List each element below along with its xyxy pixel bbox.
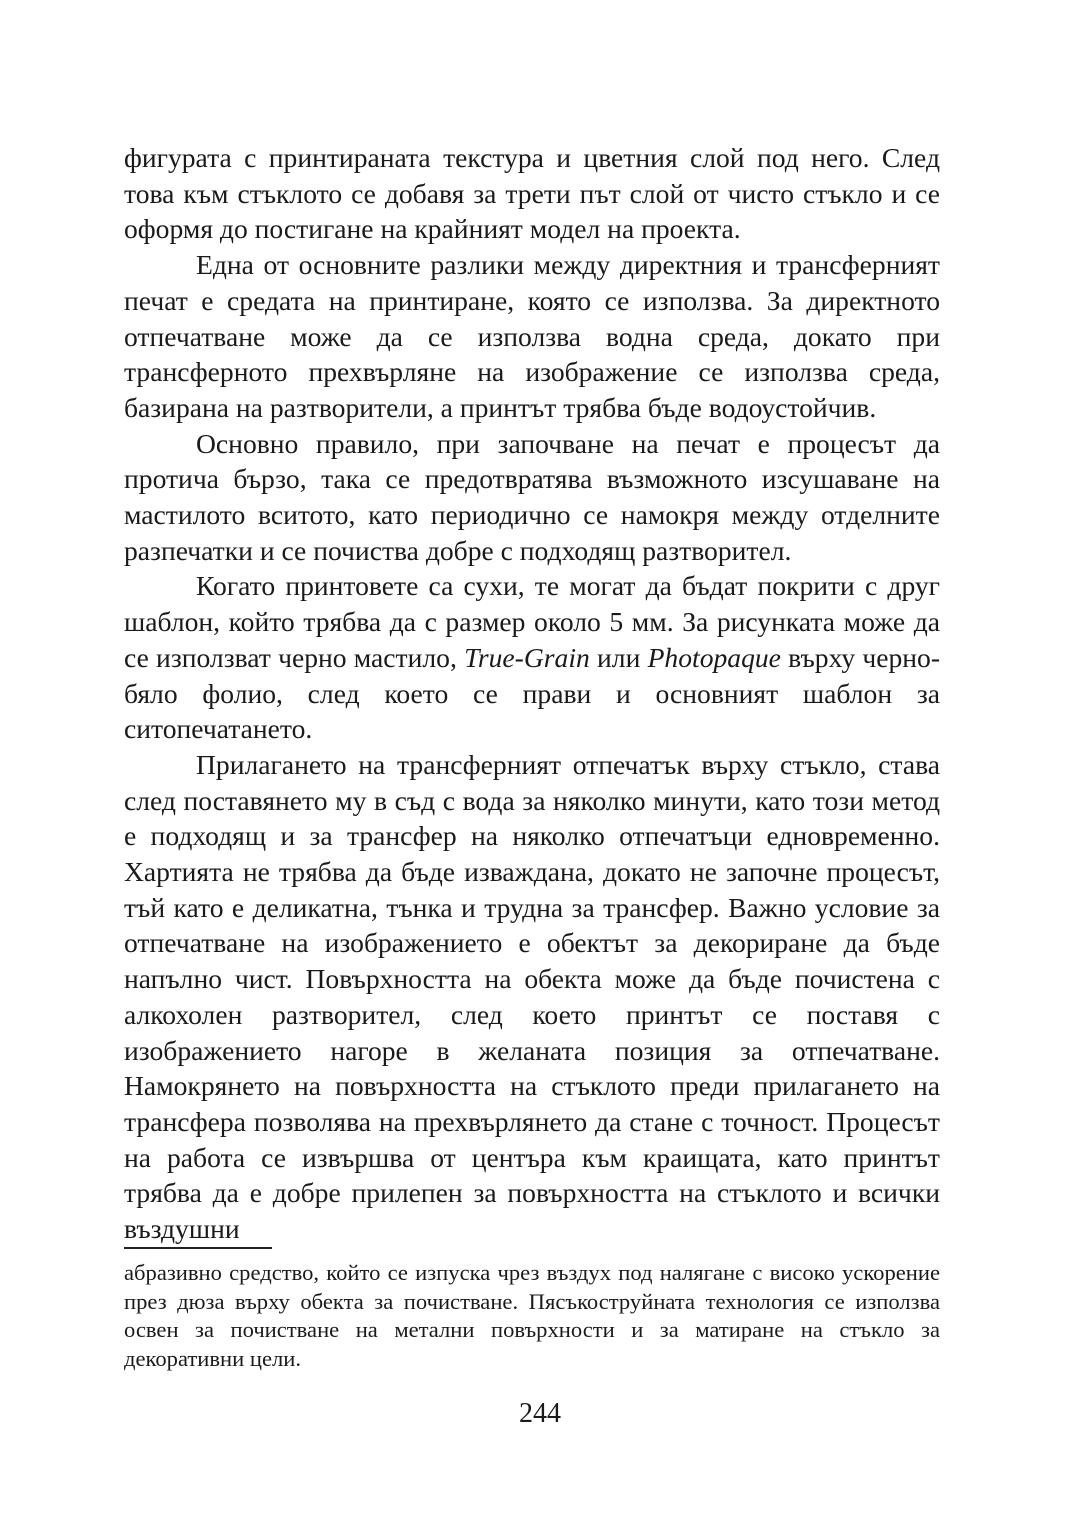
paragraph-4-text-b: или bbox=[589, 641, 648, 673]
term-true-grain: True-Grain bbox=[464, 641, 590, 673]
footnote-separator bbox=[124, 1247, 272, 1249]
paragraph-4-text-c: върху черно-бяло фолио, след което се прави и основният шаблон за ситопечатането. bbox=[124, 641, 941, 745]
footnote: абразивно средство, който се изпуска чрез въздух под налягане с високо ускорение през дюза върху обекта за почистване. Пясъкоструйната технология се използва освен за почистване на метални повърхности и за матиране на стъкло за декоративни цели. bbox=[124, 1260, 940, 1371]
term-photopaque: Photopaque bbox=[647, 641, 781, 673]
page-number: 244 bbox=[519, 1398, 561, 1429]
paragraph-2: Една от основните разлики между директния и трансферният печат е средата на принтиране, която се използва. За директното отпечатване може да се използва водна среда, докато при трансферното прехвърляне на изображение се използва среда, базирана на разтворители, а принтът трябва бъде водоустойчив. bbox=[124, 249, 940, 423]
paragraph-3: Основно правило, при започване на печат е процесът да протича бързо, така се предотвратява възможното изсушаване на мастилото вситото, като периодично се намокря между отделните разпечатки и се почиства добре с подходящ разтворител. bbox=[124, 427, 940, 566]
paragraph-1: фигурата с принтираната текстура и цветния слой под него. След това към стъклото се добавя за трети път слой от чисто стъкло и се оформя до постигане на крайният модел на проекта. bbox=[124, 142, 940, 245]
main-text bbox=[124, 140, 940, 1247]
paragraph-4 bbox=[124, 568, 940, 747]
paragraph-4-text-a: Когато принтовете са сухи, те могат да бъдат покрити с друг шаблон, който трябва да с размер около 5 мм. За рисунката може да се използват черно мастило, bbox=[124, 570, 940, 673]
paragraph-5: Прилагането на трансферният отпечатък върху стъкло, става след поставянето му в съд с вода за няколко минути, като този метод е подходящ и за трансфер на няколко отпечатъци едновременно. Хартията не трябва да бъде изваждана, докато не започне процесът, тъй като е деликатна, тънка и трудна за трансфер. Важно условие за отпечатване на изображението е обектът за декориране да бъде напълно чист. Повърхността на обекта може да бъде почистена с алкохолен разтворител, след което принтът се поставя с изображението нагоре в желаната позиция за отпечатване. Намокрянето на повърхността на стъклото преди прилагането на трансфера позволява на прехвърлянето да стане с точност. Процесът на работа се извършва от центъра към краищата, като принтът трябва да е добре прилепен за повърхността на стъклото и всички въздушни bbox=[124, 748, 940, 1245]
